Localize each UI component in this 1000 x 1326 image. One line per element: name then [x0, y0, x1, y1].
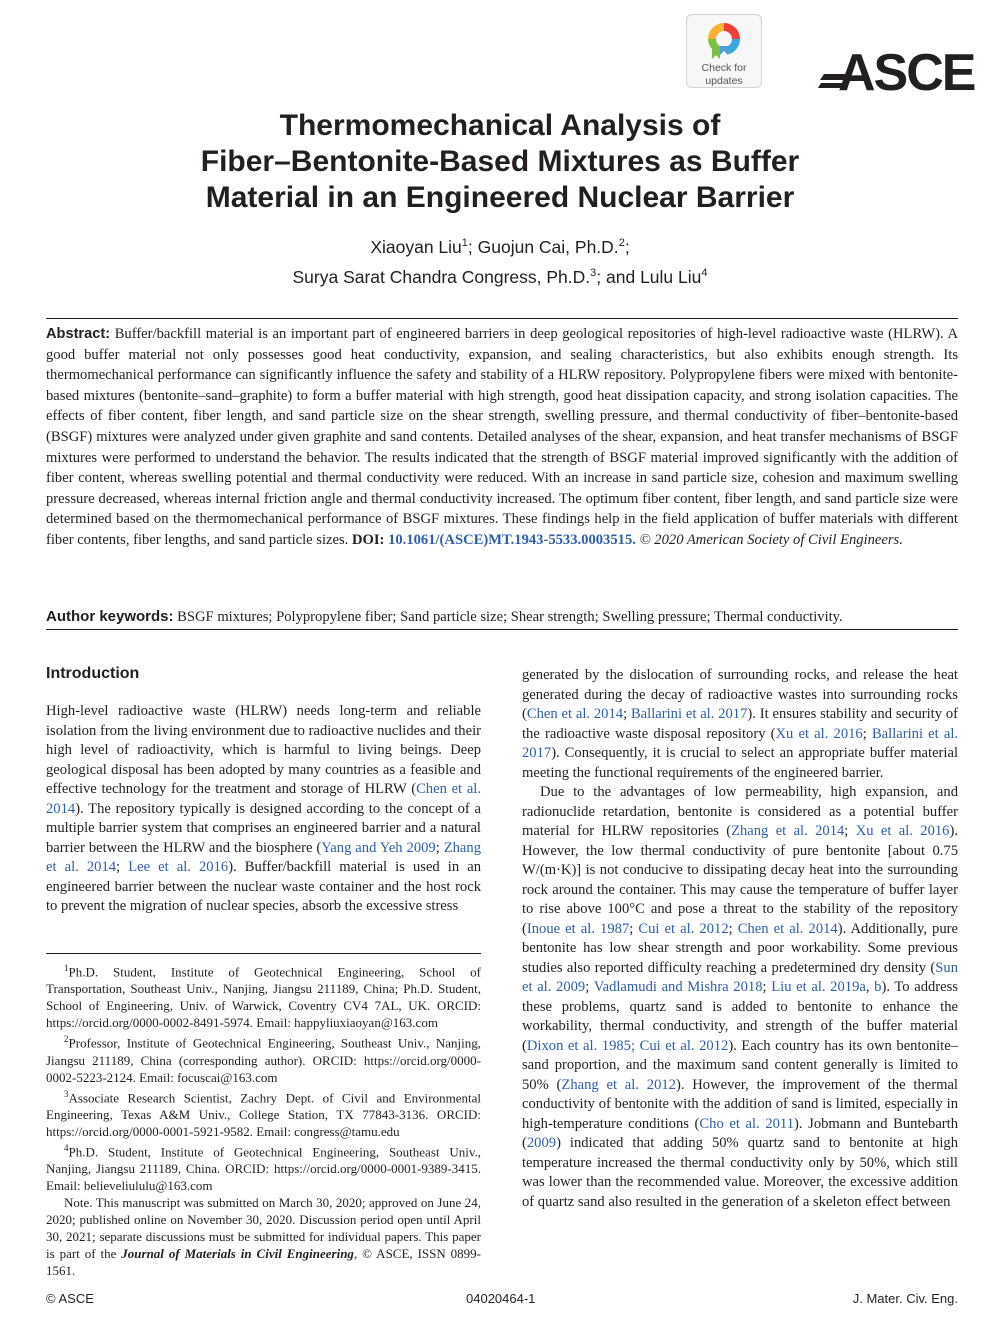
intro-text: ). However, the low thermal conductivity of pure bentonite [about 0.75 W/(m·K)] is not conducive to dissipating decay heat into the surrounding rock around the container. This may cause the temperature of buffer layer to rise above 100°C and pose a threat to the stability of the repository (	[522, 823, 958, 937]
author-3: Surya Sarat Chandra Congress, Ph.D.	[292, 266, 591, 287]
intro-text: generated by the dislocation of surrounding rocks, and release the heat generated during the decay of radioactive wastes into surrounding rocks (	[522, 667, 958, 722]
citation-link[interactable]: Zhang et al. 2014	[731, 823, 845, 839]
footer-page-id: 04020464-1	[466, 1291, 536, 1306]
footnote-text: Professor, Institute of Geotechnical Engineering, Southeast Univ., Nanjing, Jiangsu 211189, China (corresponding author). ORCID: https://orcid.org/0000-0002-5223-2124. Email: focuscai@163.com	[46, 1035, 481, 1085]
abstract-top-rule	[46, 318, 958, 319]
intro-text: ). It ensures stability and security of the radioactive waste disposal repository (	[522, 706, 959, 742]
citation-link[interactable]: Dixon et al. 1985; Cui et al. 2012	[526, 1037, 729, 1054]
citation-link[interactable]: Xu et al. 2016	[855, 823, 950, 839]
note-text: Note. This manuscript was submitted on March 30, 2020; approved on June 24, 2020; published online on November 30, 2020. Discussion period open until April 30, 2021; separate discussions must be submitted for individual papers. This paper is part of the	[46, 1195, 481, 1262]
note-text: , © ASCE, ISSN 0899-1561.	[46, 1246, 482, 1279]
footnote-marker: 2	[64, 1034, 69, 1045]
journal-name: Journal of Materials in Civil Engineering	[121, 1246, 354, 1262]
footnote-4	[46, 1140, 481, 1194]
asce-logo	[818, 40, 975, 102]
intro-text: ). To address these problems, quartz sand is added to bentonite to enhance the workability, thermal conductivity, and strength of the buffer material (	[522, 979, 958, 1054]
svg-text:ASCE: ASCE	[838, 44, 975, 102]
intro-text: High-level radioactive waste (HLRW) needs long-term and reliable isolation from the living environment due to radioactive nuclides and their high level of radioactivity, which is harmful to living beings. Deep geological disposal has been adopted by many countries as a feasible and effective technology for the treatment and storage of HLRW (	[46, 703, 481, 797]
citation-link[interactable]: 2009	[526, 1135, 557, 1151]
doi-link[interactable]: 10.1061/(ASCE)MT.1943-5533.0003515.	[388, 531, 636, 548]
author-2-affil: 2	[618, 237, 625, 249]
title-line-2: Fiber–Bentonite-Based Mixtures as Buffer	[200, 145, 800, 178]
footnote-text: Associate Research Scientist, Zachry Dept. of Civil and Environmental Engineering, Texas A&M Univ., College Station, TX 77843-3136. ORCID: https://orcid.org/0000-0001-5921-9582. Email: congress@tamu.edu	[46, 1089, 481, 1139]
doi-label: DOI:	[351, 531, 385, 548]
citation-separator: ;	[728, 920, 738, 937]
intro-text: ). However, the improvement of the thermal conductivity of bentonite with the addition of sand is limited, especially in high-temperature conditions (	[522, 1076, 958, 1132]
citation-link[interactable]: Chen et al. 2014	[526, 706, 624, 722]
citation-link[interactable]: Chen et al. 2014	[46, 781, 481, 817]
citation-link[interactable]: Inoue et al. 1987	[526, 920, 630, 937]
check-for-updates-badge[interactable]	[686, 14, 762, 88]
citation-separator: ;	[585, 979, 594, 995]
author-1-affil: 1	[461, 237, 468, 249]
author-2: ; Guojun Cai, Ph.D.	[467, 236, 619, 257]
citation-link[interactable]: Cho et al. 2011	[699, 1115, 794, 1132]
intro-text: Due to the advantages of low permeability, high expansion, and radionuclide retardation, bentonite is considered as a potential buffer material for HLRW repositories (	[522, 784, 958, 839]
footnote-2	[46, 1031, 481, 1085]
keywords-bottom-rule	[46, 629, 958, 630]
citation-link[interactable]: Yang and Yeh 2009	[321, 839, 436, 856]
intro-text: ). Buffer/backfill material is used in an engineered barrier between the nuclear waste container and the host rock to prevent the migration of nuclear species, absorb the excessive stress	[46, 859, 482, 914]
badge-line-1: Check for	[701, 62, 747, 74]
submission-note	[46, 1194, 481, 1279]
citation-link[interactable]: Liu et al. 2019a	[771, 979, 866, 995]
intro-text: ). Jobmann and Buntebarth (	[522, 1115, 959, 1151]
citation-link[interactable]: Zhang et al. 2012	[561, 1076, 676, 1093]
footer-journal: J. Mater. Civ. Eng.	[852, 1291, 958, 1306]
footnote-3	[46, 1086, 481, 1140]
left-column-body	[46, 702, 481, 917]
citation-link[interactable]: Ballarini et al. 2017	[522, 725, 959, 761]
citation-separator: ;	[116, 859, 129, 875]
abstract-label: Abstract:	[46, 326, 111, 342]
footnote-text: Ph.D. Student, Institute of Geotechnical Engineering, School of Transportation, Southeast Univ., Nanjing, Jiangsu 211189, China; Ph.D. Student, School of Engineering, Univ. of Warwick, Coventry CV4 7AL, UK. ORCID: https://orcid.org/0000-0002-8491-5974. Email: happyliuxiaoyan@163.com	[46, 964, 481, 1031]
footer-copyright: © ASCE	[46, 1291, 94, 1306]
citation-link[interactable]: Xu et al. 2016	[775, 725, 863, 742]
copyright-line: © 2020 American Society of Civil Engineers.	[639, 531, 903, 548]
footnotes	[46, 960, 481, 1279]
article-title	[100, 108, 900, 216]
keywords-label: Author keywords:	[46, 608, 174, 625]
citation-separator: ;	[435, 839, 444, 856]
author-1: Xiaoyan Liu	[370, 236, 462, 257]
title-line-3: Material in an Engineered Nuclear Barrier	[205, 181, 795, 214]
keywords-text: BSGF mixtures; Polypropylene fiber; Sand particle size; Shear strength; Swelling pressure; Thermal conductivity.	[177, 609, 843, 625]
abstract	[46, 324, 958, 551]
citation-link[interactable]: Zhang et al. 2014	[46, 839, 481, 875]
citation-link[interactable]: Ballarini et al. 2017	[630, 706, 748, 722]
footnote-1	[46, 960, 481, 1031]
citation-link[interactable]: Chen et al. 2014	[737, 920, 838, 937]
crossmark-icon	[706, 21, 742, 61]
badge-line-2: updates	[705, 75, 743, 87]
author-3-affil: 3	[590, 266, 597, 279]
author-4-affil: 4	[701, 266, 708, 279]
footnote-marker: 4	[64, 1142, 69, 1153]
section-heading-introduction: Introduction	[46, 665, 140, 682]
footnote-marker: 3	[64, 1088, 69, 1099]
citation-separator: ;	[623, 706, 631, 722]
footnote-rule	[46, 953, 481, 954]
citation-separator: ;	[862, 725, 872, 742]
citation-separator: ;	[629, 920, 639, 937]
citation-link[interactable]: b	[874, 979, 882, 995]
author-list	[150, 230, 850, 290]
citation-separator: ;	[844, 823, 856, 839]
intro-text: ). Additionally, pure bentonite has low shear strength and poor workability. Some previous studies also reported difficulty reaching a predetermined dry density (	[522, 920, 958, 976]
right-column-body: generated by the dislocation of surrounding rocks, and release the heat generated during the decay of radioactive wastes into surrounding rocks (Chen et al. 2014; Ballarini et al. 2017). It ensures stability and security of the radioactive waste disposal repository (Xu et al. 2016; Ballarini et al. 2017). Consequently, it is crucial to select an appropriate buffer material meeting the functional requirements of the engineered barrier. Due to the advantages of low permeability, high expansion, and radionuclide retardation, bentonite is considered as a potential buffer material for HLRW repositories (Zhang et al. 2014; Xu et al. 2016). However, the low thermal conductivity of pure bentonite [about 0.75 W/(m·K)] is not conducive to dissipating decay heat into the surrounding rock around the container. This may cause the temperature of buffer layer to rise above 100°C and pose a threat to the stability of the repository (Inoue et al. 1987; Cui et al. 2012; Chen et al. 2014). Additionally, pure bentonite has low shear strength and poor workability. Some previous studies also reported difficulty reaching a predetermined dry density (Sun et al. 2009; Vadlamudi and Mishra 2018; Liu et al. 2019a, b). To address these problems, quartz sand is added to bentonite to enhance the workability, thermal conductivity, and strength of the buffer material (Dixon et al. 1985; Cui et al. 2012). Each country has its own bentonite–sand proportion, and the maximum sand content generally is limited to 50% (Zhang et al. 2012). However, the improvement of the thermal conductivity of bentonite with the addition of sand is limited, especially in high-temperature conditions (Cho et al. 2011). Jobmann and Buntebarth (2009) indicated that adding 50% quartz sand to bentonite at high temperature increased the thermal conductivity only by 50%, which still was lower than the recommended value. Moreover, the excessive addition of quartz sand also resulted in the generation of a skeleton effect between	[522, 667, 959, 1210]
citation-link[interactable]: Sun et al. 2009	[522, 959, 958, 995]
abstract-text: Buffer/backfill material is an important part of engineered barriers in deep geological repositories of high-level radioactive waste (HLRW). A good buffer material not only possesses good heat conductivity, expansion, and sealing characteristics, but also exhibits enough strength. Its thermomechanical performance can significantly influence the safety and stability of a HLRW repository. Polypropylene fibers were mixed with bentonite-based mixtures (bentonite–sand–graphite) to form a buffer material with high strength, good heat dissipation capacity, and strong isolation capacities. The effects of fiber content, fiber length, and sand particle size on the shear strength, swelling pressure, and thermal conductivity of fiber–bentonite-based (BSGF) mixtures were analyzed under given graphite and sand contents. Detailed analyses of the shear, expansion, and heat transfer mechanisms of BSGF mixtures were performed to understand the behavior. The results indicated that the strength of BSGF material improved significantly with the addition of fiber content, whereas swelling potential and thermal conductivity were reduced. With an increase in sand particle size, cohesion and maximum swelling pressure decreased, whereas internal friction angle and thermal conductivity increased. The optimum fiber content, fiber length, and sand particle size were determined based on the thermomechanical performance of BSGF mixtures. These findings help in the field application of buffer materials with different fiber contents, fiber lengths, and sand particle sizes.	[46, 326, 958, 548]
citation-link[interactable]: Vadlamudi and Mishra 2018	[593, 979, 763, 995]
intro-text: ). The repository typically is designed according to the concept of a multiple barrier system that comprises an engineered barrier and a natural barrier between the HLRW and the biosphere (	[46, 800, 481, 856]
citation-link[interactable]: Cui et al. 2012	[638, 920, 729, 937]
intro-text: ) indicated that adding 50% quartz sand to bentonite at high temperature increased the thermal conductivity only by 50%, which still was lower than the recommended value. Moreover, the excessive addition of quartz sand also resulted in the generation of a skeleton effect between	[522, 1135, 958, 1210]
author-4: ; and Lulu Liu	[596, 266, 702, 287]
intro-text: ). Each country has its own bentonite–sand proportion, and the maximum sand content generally is limited to 50% (	[522, 1037, 959, 1093]
citation-separator: ;	[762, 979, 772, 995]
footnote-marker: 1	[64, 963, 69, 973]
author-keywords	[46, 607, 958, 627]
author-sep: ;	[624, 236, 630, 257]
footnote-text: Ph.D. Student, Institute of Geotechnical Engineering, Southeast Univ., Nanjing, Jiangsu 211189, China. ORCID: https://orcid.org/0000-0001-9389-3415. Email: believeliululu@163.com	[46, 1144, 481, 1194]
citation-link[interactable]: Lee et al. 2016	[128, 859, 229, 875]
intro-text: ). Consequently, it is crucial to select an appropriate buffer material meeting the functional requirements of the engineered barrier.	[522, 745, 958, 781]
title-line-1: Thermomechanical Analysis of	[279, 109, 721, 142]
